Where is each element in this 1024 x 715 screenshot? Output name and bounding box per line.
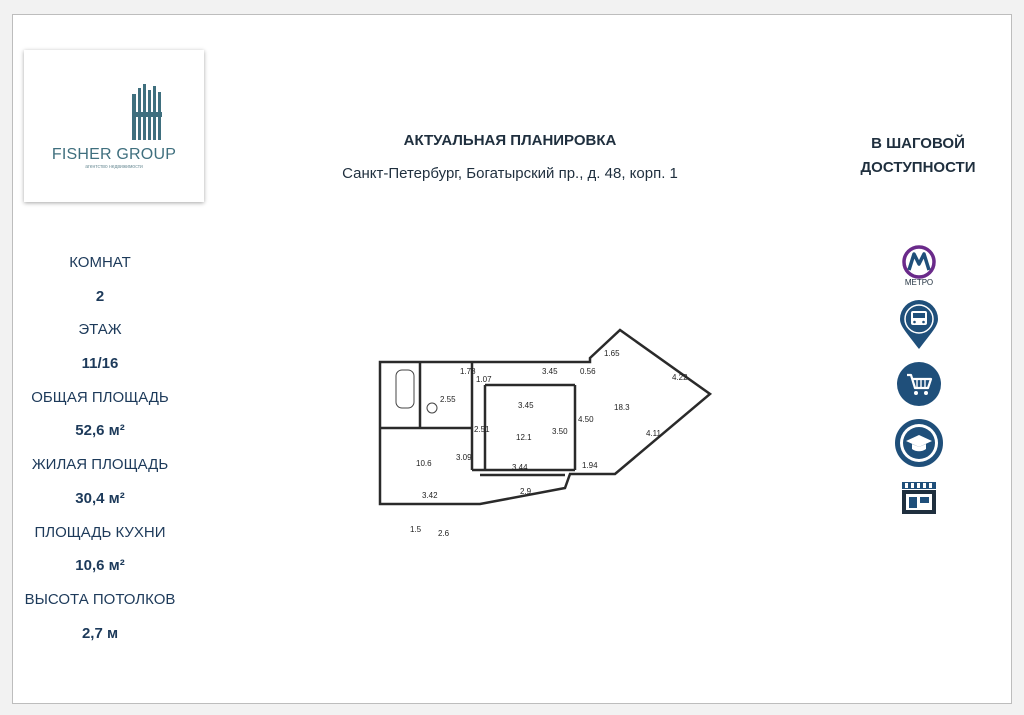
stat-value-rooms: 2 <box>95 287 105 305</box>
dim-label: 2.51 <box>474 425 490 434</box>
stat-label-floor: ЭТАЖ <box>78 321 122 339</box>
room-area: 2.6 <box>438 529 450 538</box>
dim-label: 4.50 <box>578 415 594 424</box>
dim-label: 1.65 <box>604 349 620 358</box>
stat-label-total-area: ОБЩАЯ ПЛОЩАДЬ <box>31 388 169 406</box>
education-icon <box>894 418 944 468</box>
room-area: 1.5 <box>410 525 422 534</box>
room-area: 2.55 <box>440 395 456 404</box>
dim-label: 4.22 <box>672 373 688 382</box>
dim-label: 3.09 <box>456 453 472 462</box>
stat-label-rooms: КОМНАТ <box>69 254 131 271</box>
dim-label: 3.45 <box>518 401 534 410</box>
address: Санкт-Петербург, Богатырский пр., д. 48, корп. 1 <box>342 165 678 182</box>
stat-label-ceiling-height: ВЫСОТА ПОТОЛКОВ <box>24 590 176 608</box>
logo-card <box>24 50 204 202</box>
dim-label: 4.11 <box>646 429 661 438</box>
stat-value-floor: 11/16 <box>81 355 119 373</box>
stat-value-total-area: 52,6 м² <box>75 422 125 440</box>
stat-label-kitchen-area: ПЛОЩАДЬ КУХНИ <box>34 523 166 541</box>
bus-icon <box>898 300 940 350</box>
room-area: 10.6 <box>416 459 432 468</box>
brand-name: FISHER GROUP <box>51 146 177 163</box>
walking-title-line1: В ШАГОВОЙ <box>871 135 965 152</box>
dim-label: 0.56 <box>580 367 596 376</box>
stat-label-living-area: ЖИЛАЯ ПЛОЩАДЬ <box>31 456 169 474</box>
room-area: 12.1 <box>516 433 532 442</box>
dim-label: 3.42 <box>422 491 438 500</box>
metro-icon <box>898 245 940 287</box>
stat-value-kitchen-area: 10,6 м² <box>75 557 125 575</box>
stat-value-ceiling-height: 2,7 м <box>81 624 119 642</box>
dim-label: 3.45 <box>542 367 558 376</box>
dim-label: 1.94 <box>582 461 598 470</box>
shopping-cart-icon <box>896 361 942 407</box>
dim-label: 1.07 <box>476 375 492 384</box>
building-logo-icon <box>24 50 204 146</box>
page-title: АКТУАЛЬНАЯ ПЛАНИРОВКА <box>403 132 617 149</box>
walking-distance-title <box>848 132 988 180</box>
room-area: 2.9 <box>520 487 532 496</box>
dim-label: 3.44 <box>512 463 528 472</box>
stat-value-living-area: 30,4 м² <box>75 489 125 507</box>
metro-label: МЕТРО <box>904 278 934 287</box>
floor-plan <box>360 310 720 550</box>
walking-title-line2: ДОСТУПНОСТИ <box>860 159 976 176</box>
dim-label: 1.78 <box>460 367 476 376</box>
apartment-stats <box>12 250 188 654</box>
brand-tagline: агентство недвижимости <box>85 164 143 170</box>
room-area: 18.3 <box>614 403 630 412</box>
shop-icon <box>900 480 938 516</box>
dim-label: 3.50 <box>552 427 568 436</box>
